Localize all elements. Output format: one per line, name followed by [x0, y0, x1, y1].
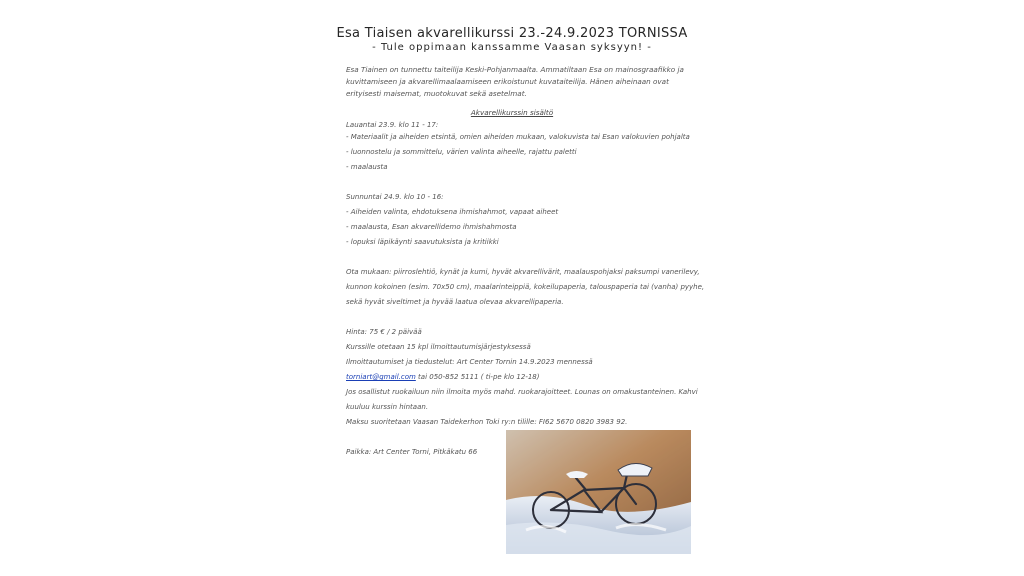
place-text: Paikka: Art Center Torni, Pitkäkatu 66	[346, 448, 478, 456]
supplies-line: kunnon kokoinen (esim. 70x50 cm), maalarinteippiä, kokeilupaperia, talouspaperia tai (vanha) pyyhe,	[346, 283, 705, 291]
sunday-item: - Aiheiden valinta, ehdotuksena ihmishahmot, vapaat aiheet	[346, 208, 559, 216]
saturday-item: - Materiaalit ja aiheiden etsintä, omien aiheiden mukaan, valokuvista tai Esan valokuvien pohjalta	[346, 133, 690, 141]
saturday-heading: Lauantai 23.9. klo 11 - 17:	[346, 121, 439, 129]
saturday-item: - luonnostelu ja sommittelu, värien valinta aiheelle, rajattu paletti	[346, 148, 577, 156]
page-title: Esa Tiaisen akvarellikurssi 23.-24.9.2023 TORNISSA	[336, 26, 688, 41]
sunday-heading: Sunnuntai 24.9. klo 10 - 16:	[346, 193, 444, 201]
intro-paragraph: Esa Tiainen on tunnettu taiteilija Keski-Pohjanmaalta. Ammatiltaan Esa on mainosgraafikko ja kuvittamiseen ja akvarellimaalaamiseen erikoistunut kuvataiteilija. Hänen aiheinaan ovat erityisesti maisemat, muotokuvat sekä asetelmat.	[346, 65, 684, 98]
capacity-text: Kurssille otetaan 15 kpl ilmoittautumisjärjestyksessä	[346, 343, 531, 351]
contact-line	[346, 373, 540, 381]
price-text: Hinta: 75 € / 2 päivää	[346, 328, 422, 336]
page-subtitle: - Tule oppimaan kanssamme Vaasan syksyyn! -	[372, 42, 652, 53]
sunday-item: - lopuksi läpikäynti saavutuksista ja kritiikki	[346, 238, 499, 246]
bicycle-watercolor-painting	[506, 430, 691, 554]
section-heading: Akvarellikurssin sisältö	[470, 108, 554, 117]
payment-text: Maksu suoritetaan Vaasan Taidekerhon Toki ry:n tilille: FI62 5670 0820 3983 92.	[346, 418, 628, 426]
saturday-item: - maalausta	[346, 163, 388, 171]
supplies-line: sekä hyvät siveltimet ja hyvää laatua olevaa akvarellipaperia.	[346, 298, 564, 306]
food-text: Jos osallistut ruokailuun niin ilmoita myös mahd. ruokarajoitteet. Lounas on omakustanteinen. Kahvi	[346, 388, 698, 396]
phone-text: tai 050-852 5111 ( ti-pe klo 12-18)	[415, 373, 540, 381]
coffee-text: kuuluu kurssin hintaan.	[346, 403, 429, 411]
sunday-item: - maalausta, Esan akvarellidemo ihmishahmosta	[346, 223, 517, 231]
registration-text: Ilmoittautumiset ja tiedustelut: Art Center Tornin 14.9.2023 mennessä	[346, 358, 593, 366]
supplies-line: Ota mukaan: piirroslehtiö, kynät ja kumi, hyvät akvarellivärit, maalauspohjaksi paksumpi vanerilevy,	[346, 268, 700, 276]
email-link[interactable]: torniart@gmail.com	[346, 373, 416, 381]
